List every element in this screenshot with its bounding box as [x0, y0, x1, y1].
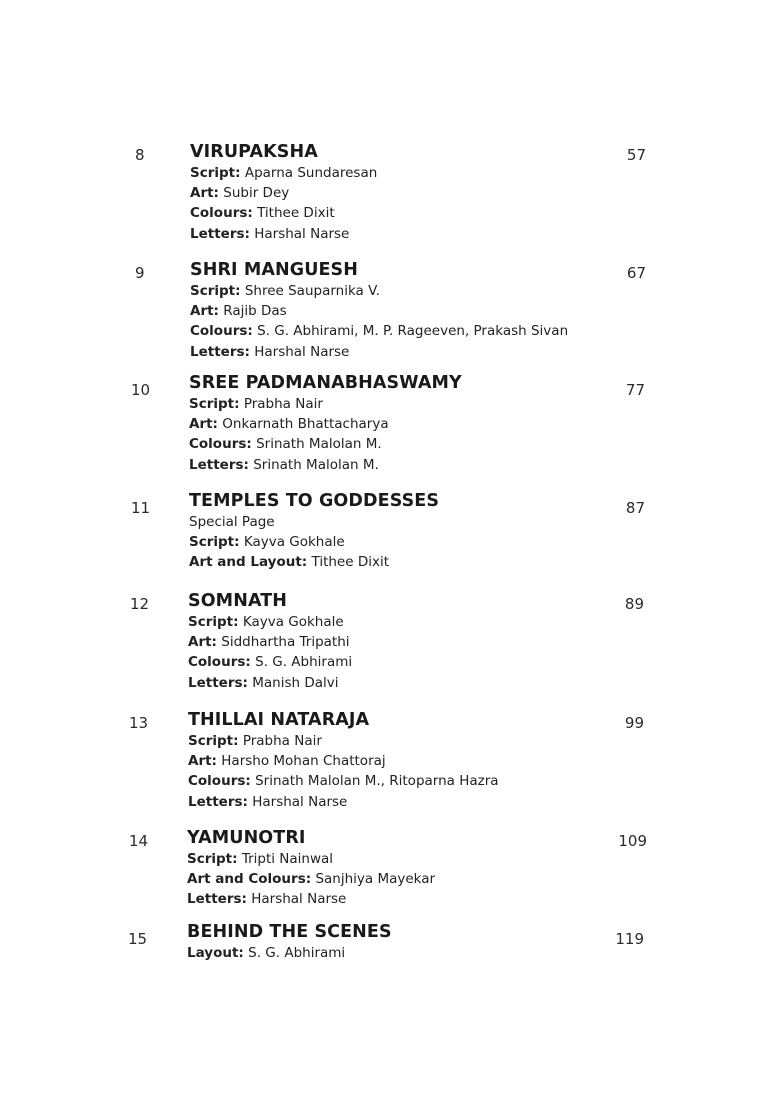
entry-body	[189, 490, 629, 573]
credit-line	[188, 632, 628, 652]
credit-name: Prabha Nair	[243, 396, 323, 412]
credit-name: Onkarnath Bhattacharya	[222, 416, 389, 433]
credit-role: Script:	[189, 534, 240, 551]
entry-number: 14	[129, 832, 149, 850]
credit-name: Prabha Nair	[242, 733, 322, 749]
entry-title: SOMNATH	[188, 591, 288, 611]
credit-line	[190, 163, 630, 183]
credit-line	[188, 612, 628, 632]
credit-name: S. G. Abhirami	[248, 945, 346, 961]
credit-line	[190, 342, 630, 362]
credit-name: Sanjhiya Mayekar	[315, 871, 436, 888]
credit-name: Rajib Das	[223, 303, 287, 320]
entry-number: 8	[135, 146, 145, 164]
entry-body	[188, 590, 628, 693]
credit-name: S. G. Abhirami, M. P. Rageeven, Prakash Sivan	[257, 323, 569, 340]
entry-number: 10	[131, 381, 151, 399]
credit-role: Letters:	[190, 343, 250, 360]
credit-role: Art and Colours:	[187, 871, 312, 888]
credit-line	[188, 731, 628, 751]
credit-role: Letters:	[187, 891, 247, 908]
credit-line	[188, 771, 628, 791]
credit-role: Letters:	[188, 674, 248, 691]
entry-page-number: 67	[626, 264, 646, 282]
credit-line	[190, 203, 630, 223]
credit-role: Letters:	[188, 793, 248, 810]
entry-number: 15	[128, 930, 148, 948]
entry-title: SHRI MANGUESH	[190, 260, 359, 280]
credit-line	[187, 889, 627, 909]
entry-number: 12	[130, 595, 150, 613]
credit-line	[189, 414, 629, 434]
credit-line	[189, 434, 629, 454]
credit-name: Tripti Nainwal	[241, 851, 334, 867]
credit-name: Harshal Narse	[254, 225, 350, 242]
credit-role: Colours:	[190, 323, 253, 340]
credit-name: Srinath Malolan M.	[253, 456, 379, 473]
credit-role: Art:	[190, 185, 219, 202]
credit-name: Tithee Dixit	[311, 554, 389, 571]
credit-role: Art:	[189, 416, 218, 433]
entry-body	[190, 141, 630, 244]
entry-page-number: 57	[626, 146, 646, 164]
credit-role: Colours:	[188, 773, 251, 790]
credit-name: S. G. Abhirami	[255, 654, 353, 671]
entry-title: BEHIND THE SCENES	[187, 922, 392, 942]
entry-title: VIRUPAKSHA	[190, 142, 318, 162]
entry-body	[190, 259, 630, 362]
credit-role: Art:	[188, 753, 217, 770]
entry-body	[188, 709, 628, 812]
credit-role: Colours:	[190, 205, 253, 222]
credit-name: Manish Dalvi	[252, 674, 339, 691]
credit-name: Harshal Narse	[254, 343, 350, 360]
credit-role: Script:	[188, 733, 239, 749]
credit-name: Special Page	[189, 514, 275, 530]
credit-role: Letters:	[189, 456, 249, 473]
credit-line	[190, 301, 630, 321]
entry-page-number: 99	[624, 714, 644, 732]
entry-number: 11	[131, 499, 151, 517]
credit-role: Colours:	[188, 654, 251, 671]
credit-name: Shree Sauparnika V.	[244, 283, 380, 299]
credit-name: Subir Dey	[223, 185, 290, 202]
entry-body	[187, 827, 627, 910]
entry-number: 9	[135, 264, 145, 282]
credit-name: Aparna Sundaresan	[244, 165, 378, 181]
entry-body	[189, 372, 629, 475]
credit-line	[187, 849, 627, 869]
entry-number: 13	[129, 714, 149, 732]
credit-role: Art and Layout:	[189, 554, 308, 571]
entry-page-number: 109	[618, 832, 647, 850]
credit-line	[188, 751, 628, 771]
credit-line	[188, 652, 628, 672]
credit-role: Art:	[190, 303, 219, 320]
credit-line	[187, 869, 627, 889]
credit-line	[188, 673, 628, 693]
entry-page-number: 119	[615, 930, 644, 948]
credit-line	[189, 455, 629, 475]
credit-name: Srinath Malolan M., Ritoparna Hazra	[255, 773, 499, 790]
credit-line	[187, 943, 627, 963]
credit-name: Kayva Gokhale	[243, 534, 345, 551]
credit-line	[190, 183, 630, 203]
credit-role: Letters:	[190, 225, 250, 242]
credit-line	[189, 532, 629, 552]
entry-title: SREE PADMANABHASWAMY	[189, 373, 462, 393]
credit-name: Srinath Malolan M.	[256, 436, 382, 453]
credit-role: Colours:	[189, 436, 252, 453]
credit-line	[189, 552, 629, 572]
credit-role: Script:	[188, 614, 239, 630]
credit-role: Script:	[187, 851, 238, 867]
entry-body	[187, 921, 627, 963]
credit-name: Harshal Narse	[252, 793, 348, 810]
entry-page-number: 77	[625, 381, 645, 399]
credit-name: Siddhartha Tripathi	[221, 634, 350, 651]
entry-page-number: 89	[624, 595, 644, 613]
entry-title: TEMPLES TO GODDESSES	[189, 491, 440, 511]
credit-name: Tithee Dixit	[257, 205, 335, 222]
credit-line	[189, 394, 629, 414]
credit-role: Script:	[189, 396, 240, 412]
credit-name: Kayva Gokhale	[242, 614, 344, 630]
credit-line	[190, 281, 630, 301]
entry-page-number: 87	[625, 499, 645, 517]
credit-name: Harsho Mohan Chattoraj	[221, 753, 386, 770]
credit-line	[189, 512, 629, 532]
entry-title: THILLAI NATARAJA	[188, 710, 370, 730]
credit-line	[190, 224, 630, 244]
credit-role: Layout:	[187, 945, 244, 961]
credit-line	[188, 792, 628, 812]
credit-role: Script:	[190, 165, 241, 181]
credit-name: Harshal Narse	[251, 891, 347, 908]
credit-line	[190, 321, 630, 341]
credit-role: Art:	[188, 634, 217, 651]
entry-title: YAMUNOTRI	[187, 828, 306, 848]
credit-role: Script:	[190, 283, 241, 299]
